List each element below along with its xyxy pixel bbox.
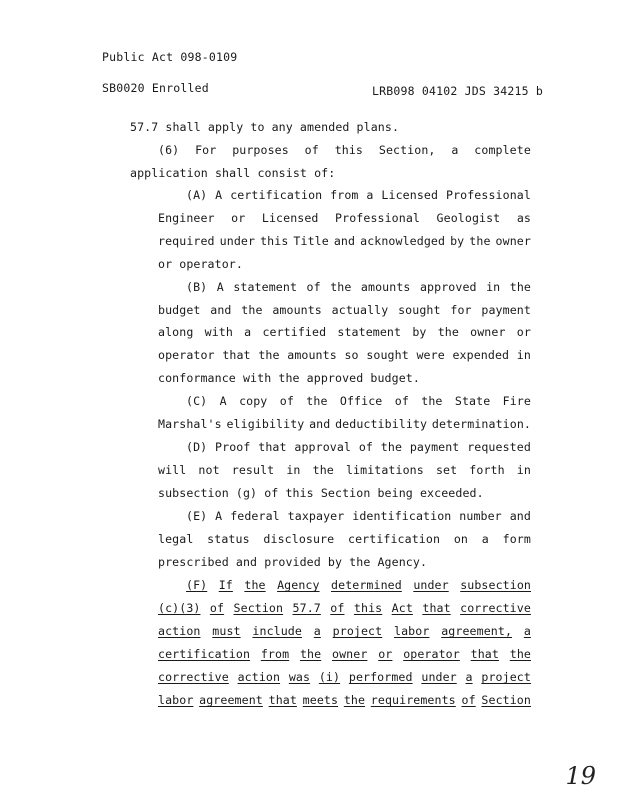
text-line-6: required under this Title and acknowledged by the owner xyxy=(158,234,531,248)
text-line-2: (6) For purposes of this Section, a complete xyxy=(158,143,531,157)
public-act-header: Public Act 098-0109 xyxy=(102,50,238,64)
text-line-21-inserted: (F) If the Agency determined under subsection xyxy=(186,578,531,592)
text-line-22-inserted: (c)(3) of Section 57.7 of this Act that corrective xyxy=(158,601,531,615)
text-line-15: (D) Proof that approval of the payment requested xyxy=(186,440,531,454)
text-line-4: (A) A certification from a Licensed Professional xyxy=(186,188,531,202)
text-line-10: along with a certified statement by the owner or xyxy=(158,325,531,339)
text-line-25-inserted: corrective action was (i) performed under a project xyxy=(158,670,531,684)
text-line-24-inserted: certification from the owner or operator that the xyxy=(158,647,531,661)
lrb-number: LRB098 04102 JDS 34215 b xyxy=(372,84,543,98)
text-line-9: budget and the amounts actually sought for payment xyxy=(158,303,531,317)
text-line-3: application shall consist of: xyxy=(130,166,336,180)
text-line-13: (C) A copy of the Office of the State Fire xyxy=(186,394,531,408)
text-line-5: Engineer or Licensed Professional Geologist as xyxy=(158,211,531,225)
text-line-14: Marshal's eligibility and deductibility determination. xyxy=(158,417,531,431)
text-line-17: subsection (g) of this Section being exceeded. xyxy=(158,486,484,500)
text-line-8: (B) A statement of the amounts approved in the xyxy=(186,280,531,294)
text-line-12: conformance with the approved budget. xyxy=(158,371,420,385)
text-line-16: will not result in the limitations set forth in xyxy=(158,463,531,477)
text-line-7: or operator. xyxy=(158,257,243,271)
text-line-23-inserted: action must include a project labor agreement, a xyxy=(158,624,531,638)
text-line-26-inserted: labor agreement that meets the requirements of Section xyxy=(158,693,531,707)
text-line-1: 57.7 shall apply to any amended plans. xyxy=(130,120,400,134)
text-line-20: prescribed and provided by the Agency. xyxy=(158,555,428,569)
text-line-18: (E) A federal taxpayer identification number and xyxy=(186,509,531,523)
text-line-19: legal status disclosure certification on a form xyxy=(158,532,531,546)
bill-label: SB0020 Enrolled xyxy=(102,81,209,95)
handwritten-page-number: 19 xyxy=(565,762,596,790)
text-line-11: operator that the amounts so sought were expended in xyxy=(158,348,531,362)
